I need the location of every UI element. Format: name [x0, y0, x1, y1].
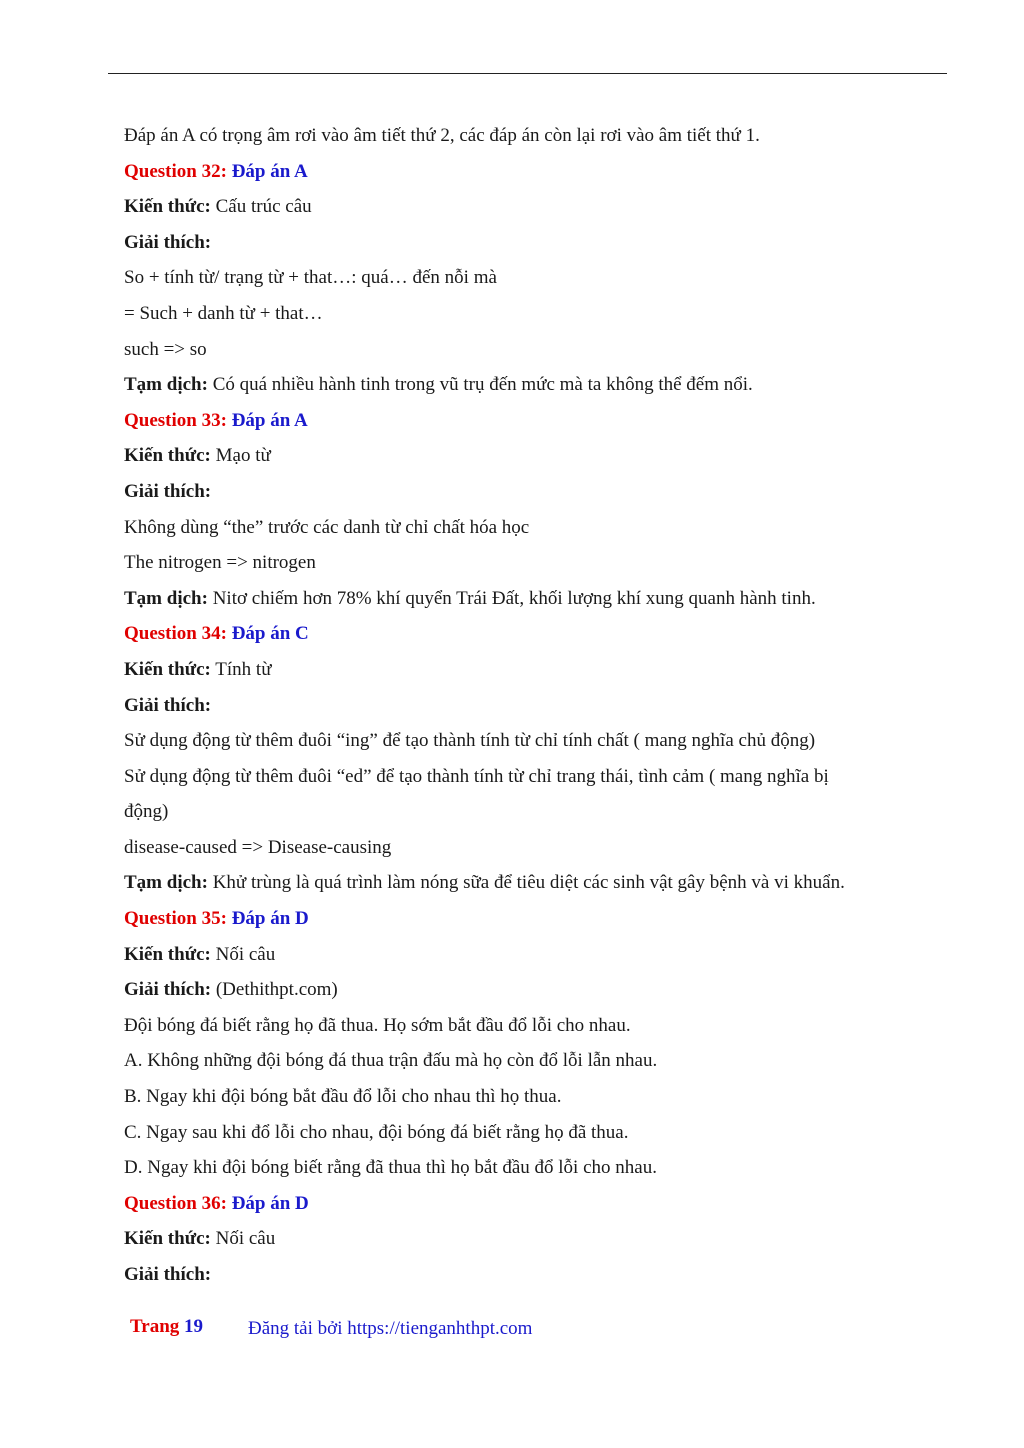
field-label: Kiến thức:: [124, 196, 211, 218]
field-value: (Dethithpt.com): [215, 979, 338, 1001]
field-value: Tính từ: [215, 658, 272, 680]
labeled-line: [124, 865, 924, 901]
field-value: Có quá nhiều hành tinh trong vũ trụ đến mức mà ta không thể đếm nổi.: [212, 374, 753, 396]
labeled-line: [124, 474, 924, 510]
labeled-line: [124, 1221, 924, 1257]
labeled-line: [124, 581, 924, 617]
labeled-line: [124, 367, 924, 403]
labeled-line: [124, 1257, 924, 1293]
text-line: So + tính từ/ trạng từ + that…: quá… đến nỗi mà: [124, 267, 497, 289]
page-label: Trang: [130, 1316, 180, 1337]
answer-key: Đáp án C: [231, 623, 309, 645]
labeled-line: [124, 688, 924, 724]
field-label: Giải thích:: [124, 1264, 212, 1285]
text-line: Đội bóng đá biết rằng họ đã thua. Họ sớm bắt đầu đổ lỗi cho nhau.: [124, 1014, 631, 1036]
field-label: Kiến thức:: [124, 445, 211, 467]
field-label: Giải thích:: [124, 979, 212, 1001]
field-label: Kiến thức:: [124, 658, 211, 680]
answer-key: Đáp án D: [231, 908, 309, 930]
text-line: Đáp án A có trọng âm rơi vào âm tiết thứ 2, các đáp án còn lại rơi vào âm tiết thứ 1.: [124, 125, 760, 146]
question-heading: [124, 154, 924, 190]
text-line: B. Ngay khi đội bóng bắt đầu đổ lỗi cho nhau thì họ thua.: [124, 1086, 562, 1108]
question-heading: [124, 403, 924, 439]
field-label: Kiến thức:: [124, 1228, 211, 1250]
question-heading: [124, 1186, 924, 1222]
labeled-line: [124, 438, 924, 474]
labeled-line: [124, 937, 924, 973]
answer-key: Đáp án D: [231, 1192, 309, 1214]
labeled-line: [124, 225, 924, 261]
field-value: Nối câu: [215, 1228, 276, 1250]
labeled-line: [124, 652, 924, 688]
answer-key: Đáp án A: [231, 409, 308, 431]
question-number: Question 36:: [124, 1192, 227, 1214]
field-value: Nối câu: [215, 943, 276, 965]
text-line: Sử dụng động từ thêm đuôi “ing” để tạo thành tính từ chỉ tính chất ( mang nghĩa chủ động): [124, 730, 816, 752]
question-number: Question 33:: [124, 409, 227, 431]
footer-credit: Đăng tải bởi https://tienganhthpt.com: [248, 1318, 533, 1339]
answer-key: Đáp án A: [231, 160, 308, 182]
text-line: such => so: [124, 338, 207, 360]
field-value: Nitơ chiếm hơn 78% khí quyển Trái Đất, khối lượng khí xung quanh hành tinh.: [212, 587, 816, 609]
question-heading: [124, 616, 924, 652]
question-heading: [124, 901, 924, 937]
text-line: động): [124, 801, 169, 823]
field-label: Giải thích:: [124, 231, 212, 253]
labeled-line: [124, 189, 924, 225]
text-line: Không dùng “the” trước các danh từ chỉ chất hóa học: [124, 516, 530, 538]
text-line: A. Không những đội bóng đá thua trận đấu mà họ còn đổ lỗi lẫn nhau.: [124, 1050, 658, 1072]
page-number: 19: [184, 1316, 204, 1337]
field-value: Cấu trúc câu: [215, 196, 312, 218]
page-footer: [130, 1316, 533, 1339]
question-number: Question 35:: [124, 908, 227, 930]
field-label: Tạm dịch:: [124, 374, 208, 396]
document-body: [124, 118, 924, 1293]
field-label: Giải thích:: [124, 694, 212, 716]
header-rule: [108, 73, 947, 74]
question-number: Question 32:: [124, 160, 227, 182]
field-label: Tạm dịch:: [124, 872, 208, 894]
field-label: Kiến thức:: [124, 943, 211, 965]
text-line: D. Ngay khi đội bóng biết rằng đã thua thì họ bắt đầu đổ lỗi cho nhau.: [124, 1157, 657, 1179]
text-line: C. Ngay sau khi đổ lỗi cho nhau, đội bóng đá biết rằng họ đã thua.: [124, 1121, 629, 1143]
field-label: Giải thích:: [124, 480, 212, 502]
field-value: Mạo từ: [215, 445, 271, 467]
text-line: disease-caused => Disease-causing: [124, 836, 392, 858]
field-value: Khử trùng là quá trình làm nóng sữa để tiêu diệt các sinh vật gây bệnh và vi khuẩn.: [212, 872, 845, 894]
question-number: Question 34:: [124, 623, 227, 645]
text-line: The nitrogen => nitrogen: [124, 552, 316, 574]
labeled-line: [124, 972, 924, 1008]
text-line: = Such + danh từ + that…: [124, 302, 323, 324]
text-line: Sử dụng động từ thêm đuôi “ed” để tạo thành tính từ chỉ trang thái, tình cảm ( mang nghĩa bị: [124, 765, 829, 787]
field-label: Tạm dịch:: [124, 587, 208, 609]
